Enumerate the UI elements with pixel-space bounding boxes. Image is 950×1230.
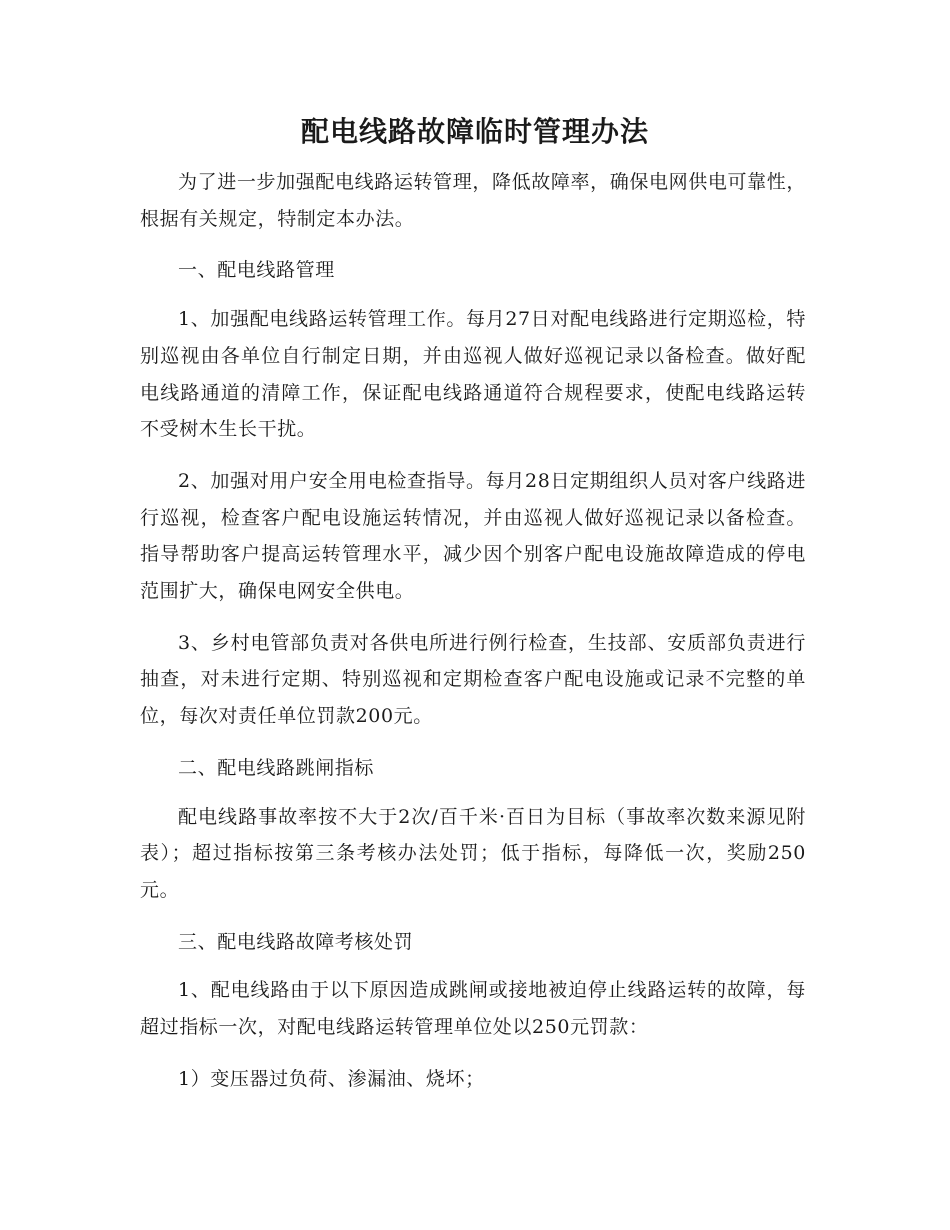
paragraph-1-3: 3、乡村电管部负责对各供电所进行例行检查，生技部、安质部负责进行抽查，对未进行定期、特别巡视和定期检查客户配电设施或记录不完整的单位，每次对责任单位罚款200元。	[140, 631, 806, 728]
paragraph-2-1: 配电线路事故率按不大于2次/百千米·百日为目标（事故率次数来源见附表）；超过指标按第三条考核办法处罚；低于指标，每降低一次，奖励250元。	[140, 805, 806, 901]
list-item-3-1-1: 1）变压器过负荷、渗漏油、烧坏；	[178, 1067, 485, 1090]
section-heading-1: 一、配电线路管理	[178, 259, 335, 282]
section-heading-3: 三、配电线路故障考核处罚	[178, 930, 414, 953]
section-heading-2: 二、配电线路跳闸指标	[178, 756, 375, 779]
intro-paragraph: 为了进一步加强配电线路运转管理，降低故障率，确保电网供电可靠性，根据有关规定，特制定本办法。	[140, 171, 806, 230]
paragraph-1-1: 1、加强配电线路运转管理工作。每月27日对配电线路进行定期巡检，特别巡视由各单位自行制定日期，并由巡视人做好巡视记录以备检查。做好配电线路通道的清障工作，保证配电线路通道符合规程要求，使配电线路运转不受树木生长干扰。	[140, 308, 806, 441]
paragraph-1-2: 2、加强对用户安全用电检查指导。每月28日定期组织人员对客户线路进行巡视，检查客户配电设施运转情况，并由巡视人做好巡视记录以备检查。指导帮助客户提高运转管理水平，减少因个别客户配电设施故障造成的停电范围扩大，确保电网安全供电。	[140, 469, 806, 603]
paragraph-3-1: 1、配电线路由于以下原因造成跳闸或接地被迫停止线路运转的故障，每超过指标一次，对配电线路运转管理单位处以250元罚款：	[140, 979, 806, 1039]
document-title: 配电线路故障临时管理办法	[300, 115, 649, 148]
document-body	[140, 164, 806, 1097]
